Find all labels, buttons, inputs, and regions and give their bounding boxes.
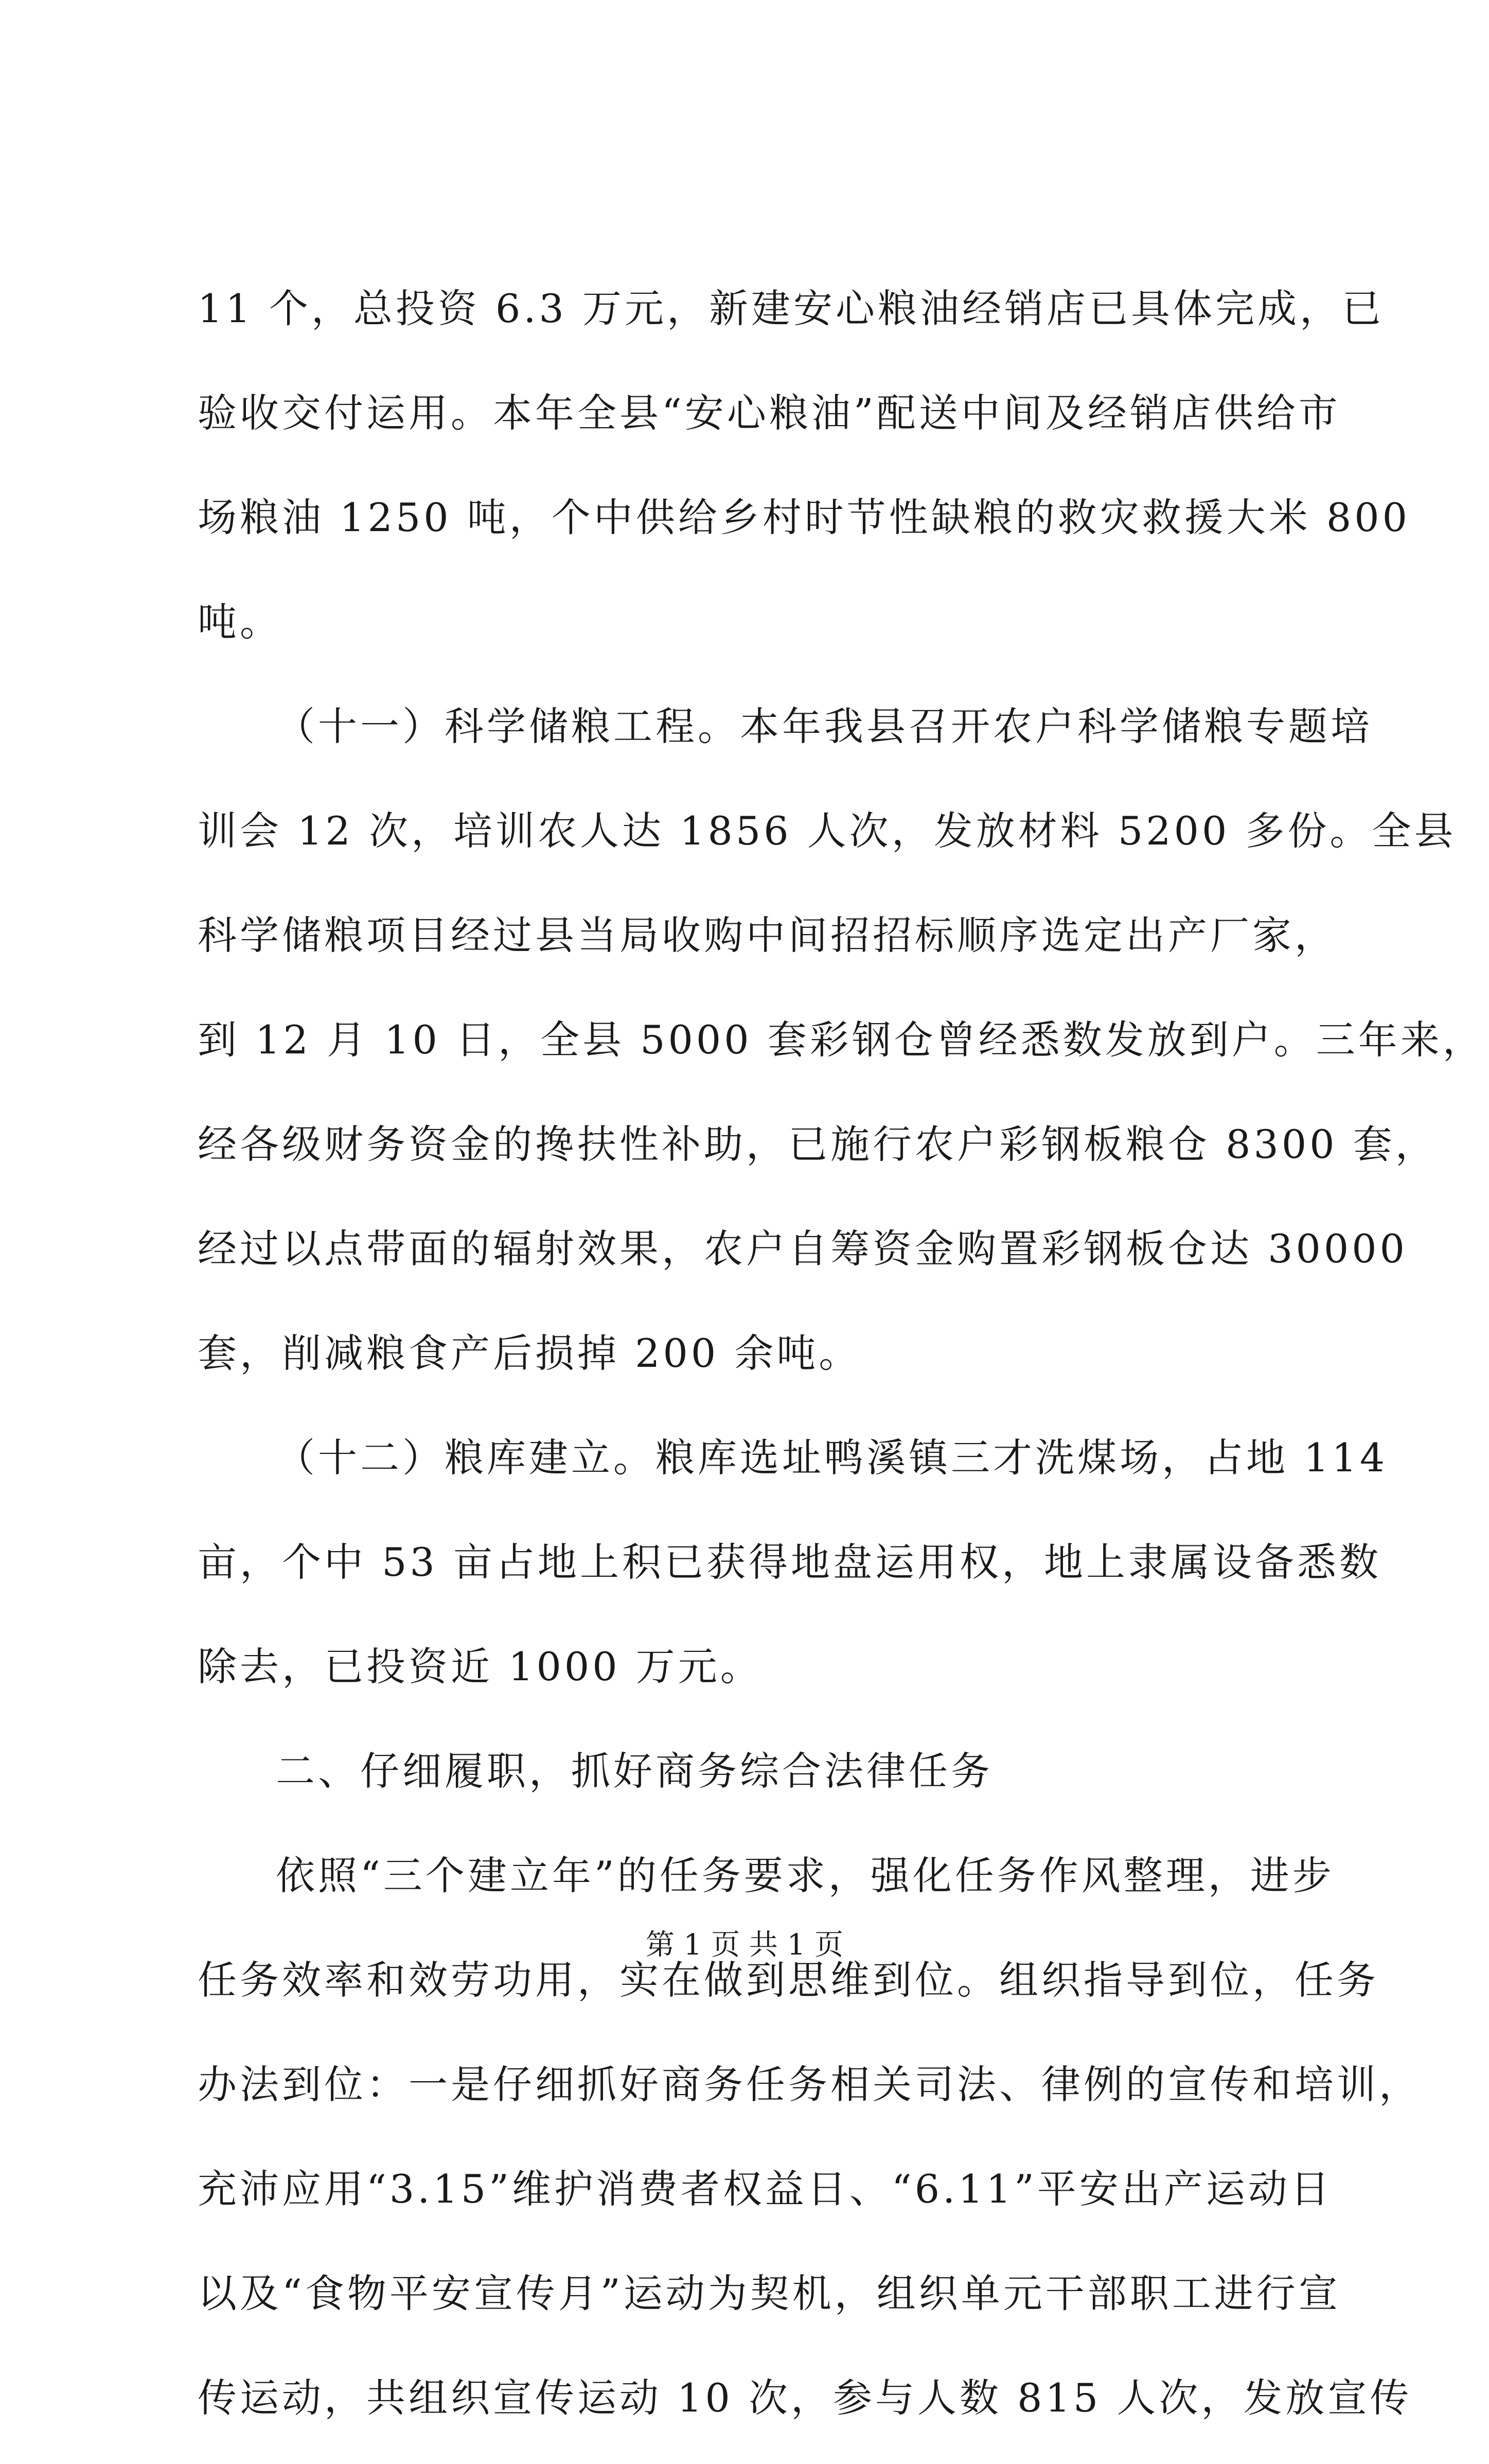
text-line: 吨。 — [198, 599, 282, 645]
text-line: 套，削减粮食产后损掉 200 余吨。 — [198, 1330, 861, 1376]
text-line: 除去，已投资近 1000 万元。 — [198, 1644, 763, 1689]
text-line: 以及“食物平安宣传月”运动为契机，组织单元干部职工进行宣 — [198, 2271, 1341, 2316]
text-line: 验收交付运用。本年全县“安心粮油”配送中间及经销店供给市 — [198, 390, 1341, 436]
document-body — [198, 270, 1485, 2464]
text-line: （十二）粮库建立。粮库选址鸭溪镇三才洗煤场，占地 114 — [276, 1435, 1388, 1481]
text-line: 办法到位：一是仔细抓好商务任务相关司法、律例的宣传和培训， — [198, 2062, 1421, 2107]
text-line: 充沛应用“3.15”维护消费者权益日、“6.11”平安出产运动日 — [198, 2166, 1333, 2212]
text-line: 传运动，共组织宣传运动 10 次，参与人数 815 人次，发放宣传 — [198, 2375, 1412, 2421]
text-line: 经各级财务资金的搀扶性补助，已施行农户彩钢板粮仓 8300 套， — [198, 1121, 1438, 1167]
text-line: 训会 12 次，培训农人达 1856 人次，发放材料 5200 多份。全县 — [198, 808, 1457, 854]
text-line: 依照“三个建立年”的任务要求，强化任务作风整理，进步 — [276, 1853, 1335, 1898]
text-line: 场粮油 1250 吨，个中供给乡村时节性缺粮的救灾救援大米 800 — [198, 495, 1410, 540]
text-line: 到 12 月 10 日，全县 5000 套彩钢仓曾经悉数发放到户。三年来， — [198, 1017, 1485, 1063]
text-line: （十一）科学储粮工程。本年我县召开农户科学储粮专题培 — [276, 703, 1373, 749]
text-line: 任务效率和效劳功用，实在做到思维到位。组织指导到位，任务 — [198, 1957, 1379, 2003]
page-number-footer: 第 1 页 共 1 页 — [645, 1928, 844, 1962]
text-line: 11 个，总投资 6.3 万元，新建安心粮油经销店已具体完成，已 — [198, 286, 1385, 331]
text-line: 亩，个中 53 亩占地上积已获得地盘运用权，地上隶属设备悉数 — [198, 1539, 1382, 1585]
text-line: 经过以点带面的辐射效果，农户自筹资金购置彩钢板仓达 30000 — [198, 1226, 1408, 1272]
text-line: 科学储粮项目经过县当局收购中间招招标顺序选定出产厂家， — [198, 912, 1337, 958]
section-heading: 二、仔细履职，抓好商务综合法律任务 — [276, 1748, 993, 1794]
